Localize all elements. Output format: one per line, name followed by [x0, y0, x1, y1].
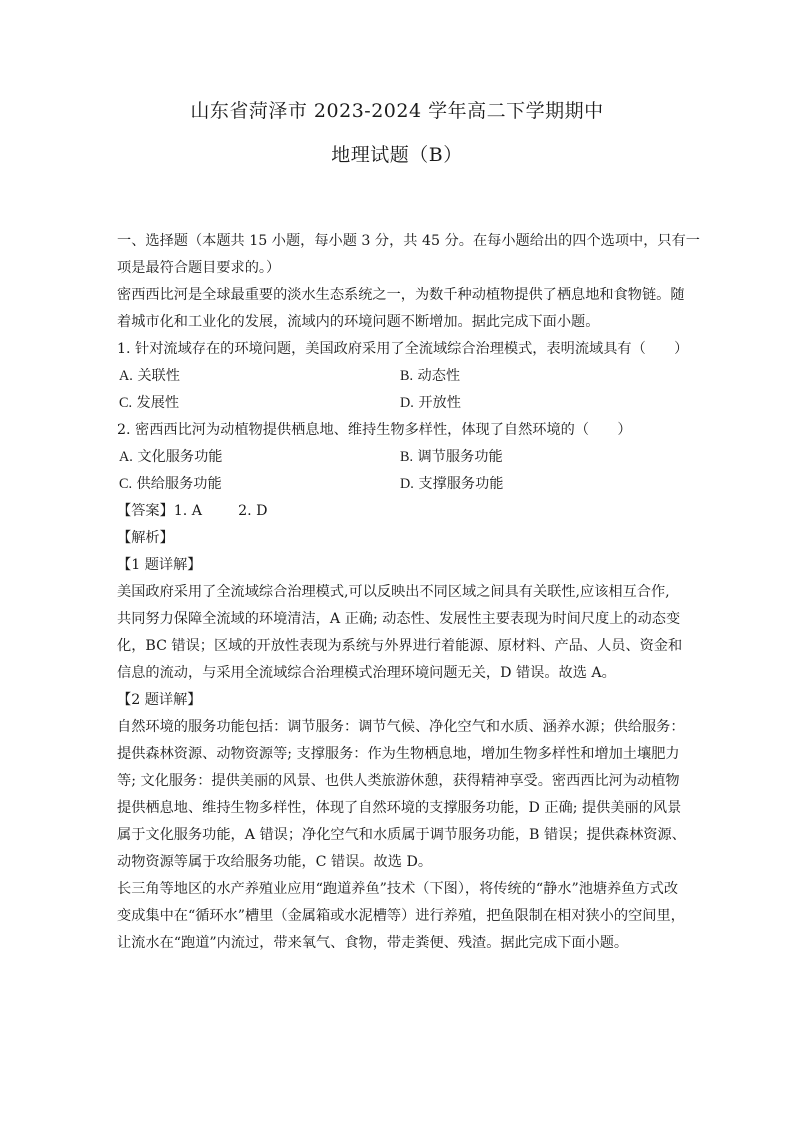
document-body [117, 228, 700, 957]
detail-1-line-3: 化，BC 错误；区域的开放性表现为系统与外界进行着能源、原材料、产品、人员、资金和 [117, 638, 683, 654]
detail-2-line-5: 属于文化服务功能，A 错误；净化空气和水质属于调节服务功能，B 错误；提供森林资源、 [117, 827, 686, 843]
section-header-line-2: 项是最符合题目要求的。） [117, 260, 281, 276]
option-key: D. [400, 476, 414, 492]
document-subtitle: 地理试题（B） [331, 144, 463, 166]
option-text: 开放性 [418, 395, 461, 411]
question-1-option-c [117, 390, 398, 417]
detail-2-line-3: 等; 文化服务：提供美丽的风景、也供人类旅游休憩，获得精神享受。密西西比河为动植物 [117, 773, 680, 789]
option-key: D. [400, 395, 414, 411]
option-text: 供给服务功能 [136, 476, 222, 492]
answer-1: 1. A [173, 503, 203, 519]
option-key: B. [400, 368, 414, 384]
option-text: 动态性 [417, 368, 461, 384]
detail-2-line-1: 自然环境的服务功能包括：调节服务：调节气候、净化空气和水质、涵养水源；供给服务： [117, 719, 685, 735]
detail-2-label: 【2 题详解】 [117, 692, 202, 708]
detail-1-label: 【1 题详解】 [117, 557, 202, 573]
question-2-option-c [117, 471, 398, 498]
question-1-stem: 1. 针对流域存在的环境问题，美国政府采用了全流域综合治理模式，表明流域具有（ ） [117, 341, 689, 357]
question-1-option-b [398, 363, 679, 390]
detail-1-line-1: 美国政府采用了全流域综合治理模式,可以反映出不同区域之间具有关联性,应该相互合作, [117, 584, 670, 600]
question-1-option-d [398, 390, 679, 417]
passage-2-line-2: 变成集中在“循环水”槽里（金属箱或水泥槽等）进行养殖，把鱼限制在相对狭小的空间里， [117, 908, 685, 924]
passage-1-line-2: 着城市化和工业化的发展，流域内的环境问题不断增加。据此完成下面小题。 [117, 314, 600, 330]
question-2-option-a [117, 444, 398, 471]
option-key: A. [119, 449, 133, 465]
answer-line [117, 498, 679, 525]
option-text: 调节服务功能 [417, 449, 503, 465]
question-1-options-row-1 [117, 363, 679, 390]
section-header-line-1: 一、选择题（本题共 15 小题，每小题 3 分，共 45 分。在每小题给出的四个选项中，只有一 [117, 233, 700, 249]
option-text: 文化服务功能 [137, 449, 223, 465]
passage-2-line-1: 长三角等地区的水产养殖业应用“跑道养鱼”技术（下图），将传统的“静水”池塘养鱼方式改 [117, 881, 679, 897]
document-title: 山东省菏泽市 2023-2024 学年高二下学期期中 [190, 100, 604, 122]
option-text: 发展性 [136, 395, 180, 411]
question-2-options-row-1 [117, 444, 679, 471]
detail-2-line-4: 提供栖息地、维持生物多样性，体现了自然环境的支撑服务功能，D 正确; 提供美丽的风景 [117, 800, 682, 816]
question-2-option-b [398, 444, 679, 471]
passage-2-line-3: 让流水在“跑道”内流过，带来氧气、食物，带走粪便、残渣。据此完成下面小题。 [117, 935, 629, 951]
question-2-options-row-2 [117, 471, 679, 498]
option-text: 关联性 [137, 368, 180, 384]
question-1-options-row-2 [117, 390, 679, 417]
detail-1-line-4: 信息的流动，与采用全流域综合治理模式治理环境问题无关，D 错误。故选 A。 [117, 665, 616, 681]
answer-2: 2. D [238, 503, 268, 519]
question-2-option-d [398, 471, 679, 498]
question-1-option-a [117, 363, 398, 390]
passage-1-line-1: 密西西比河是全球最重要的淡水生态系统之一，为数千种动植物提供了栖息地和食物链。随 [117, 287, 685, 303]
option-text: 支撑服务功能 [418, 476, 504, 492]
option-key: A. [119, 368, 133, 384]
answer-label: 【答案】 [117, 503, 174, 519]
analysis-label: 【解析】 [117, 530, 174, 546]
option-key: C. [119, 395, 133, 411]
question-2-stem: 2. 密西西比河为动植物提供栖息地、维持生物多样性，体现了自然环境的（ ） [117, 422, 632, 438]
option-key: C. [119, 476, 133, 492]
detail-2-line-6: 动物资源等属于攻给服务功能，C 错误。故选 D。 [117, 854, 433, 870]
detail-1-line-2: 共同努力保障全流域的环境清洁，A 正确; 动态性、发展性主要表现为时间尺度上的动态变 [117, 611, 681, 627]
option-key: B. [400, 449, 414, 465]
detail-2-line-2: 提供森林资源、动物资源等; 支撑服务：作为生物栖息地，增加生物多样性和增加土壤肥力 [117, 746, 680, 762]
